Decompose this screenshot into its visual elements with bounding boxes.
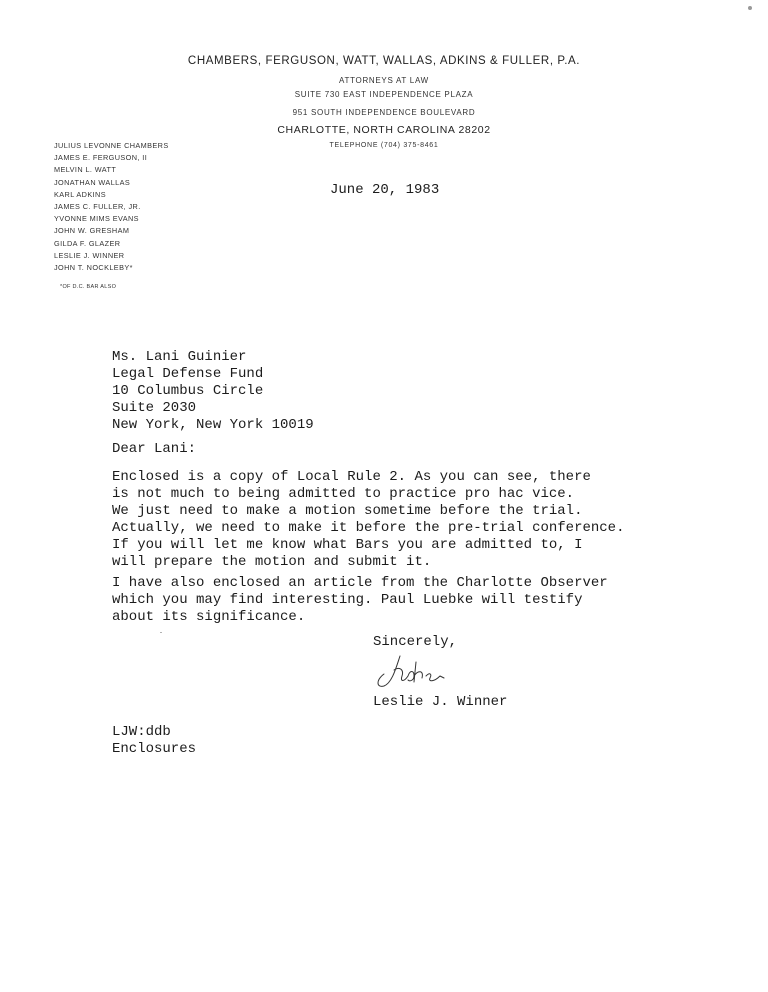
body-line: We just need to make a motion sometime before the trial.	[112, 503, 583, 519]
letter-footer	[112, 724, 196, 758]
partner-list	[54, 140, 169, 274]
partner-footnote: *OF D.C. BAR ALSO	[60, 284, 117, 290]
partner-name: MELVIN L. WATT	[54, 165, 117, 175]
body-line: If you will let me know what Bars you are admitted to, I	[112, 537, 583, 553]
partner-name: YVONNE MIMS EVANS	[54, 214, 139, 224]
body-line: about its significance.	[112, 609, 306, 625]
partner-name: KARL ADKINS	[54, 189, 106, 199]
signer-name: Leslie J. Winner	[373, 694, 508, 710]
firm-suite: SUITE 730 EAST INDEPENDENCE PLAZA	[294, 90, 474, 99]
body-line: will prepare the motion and submit it.	[112, 554, 432, 570]
body-line: I have also enclosed an article from the Charlotte Observer	[112, 575, 608, 591]
partner-name: GILDA F. GLAZER	[54, 238, 121, 248]
scan-speck	[748, 6, 752, 10]
scan-speck	[160, 632, 162, 633]
firm-street: 951 SOUTH INDEPENDENCE BOULEVARD	[292, 108, 476, 117]
letter-date: June 20, 1983	[330, 182, 440, 198]
enclosures-note: Enclosures	[112, 741, 197, 757]
partner-name: JOHN T. NOCKLEBY*	[54, 263, 133, 273]
address-line: New York, New York 10019	[112, 417, 314, 433]
body-line: Enclosed is a copy of Local Rule 2. As you can see, there	[112, 469, 591, 485]
partner-name: LESLIE J. WINNER	[54, 250, 125, 260]
partner-name: JOHN W. GRESHAM	[54, 226, 130, 236]
address-line: Legal Defense Fund	[112, 366, 264, 382]
handwritten-signature	[370, 652, 490, 690]
address-line: Ms. Lani Guinier	[112, 349, 247, 365]
firm-name: CHAMBERS, FERGUSON, WATT, WALLAS, ADKINS & FULLER, P.A.	[187, 55, 581, 67]
body-line: is not much to being admitted to practice pro hac vice.	[112, 486, 575, 502]
address-line: Suite 2030	[112, 400, 197, 416]
body-paragraph-1	[112, 469, 624, 571]
address-line: 10 Columbus Circle	[112, 383, 264, 399]
body-paragraph-2	[112, 575, 608, 626]
firm-subtitle: ATTORNEYS AT LAW	[339, 76, 429, 85]
salutation: Dear Lani:	[112, 441, 197, 457]
firm-telephone: TELEPHONE (704) 375-8461	[329, 142, 439, 149]
partner-name: JONATHAN WALLAS	[54, 177, 131, 187]
body-line: Actually, we need to make it before the pre-trial conference.	[112, 520, 625, 536]
recipient-address	[112, 349, 314, 434]
partner-name: JULIUS LEVONNE CHAMBERS	[54, 141, 169, 150]
closing: Sincerely,	[373, 634, 458, 650]
partner-name: JAMES E. FERGUSON, II	[54, 153, 148, 163]
body-line: which you may find interesting. Paul Luebke will testify	[112, 592, 583, 608]
partner-name: JAMES C. FULLER, JR.	[54, 202, 141, 212]
reference-initials: LJW:ddb	[112, 724, 171, 740]
firm-city: CHARLOTTE, NORTH CAROLINA 28202	[277, 124, 491, 136]
